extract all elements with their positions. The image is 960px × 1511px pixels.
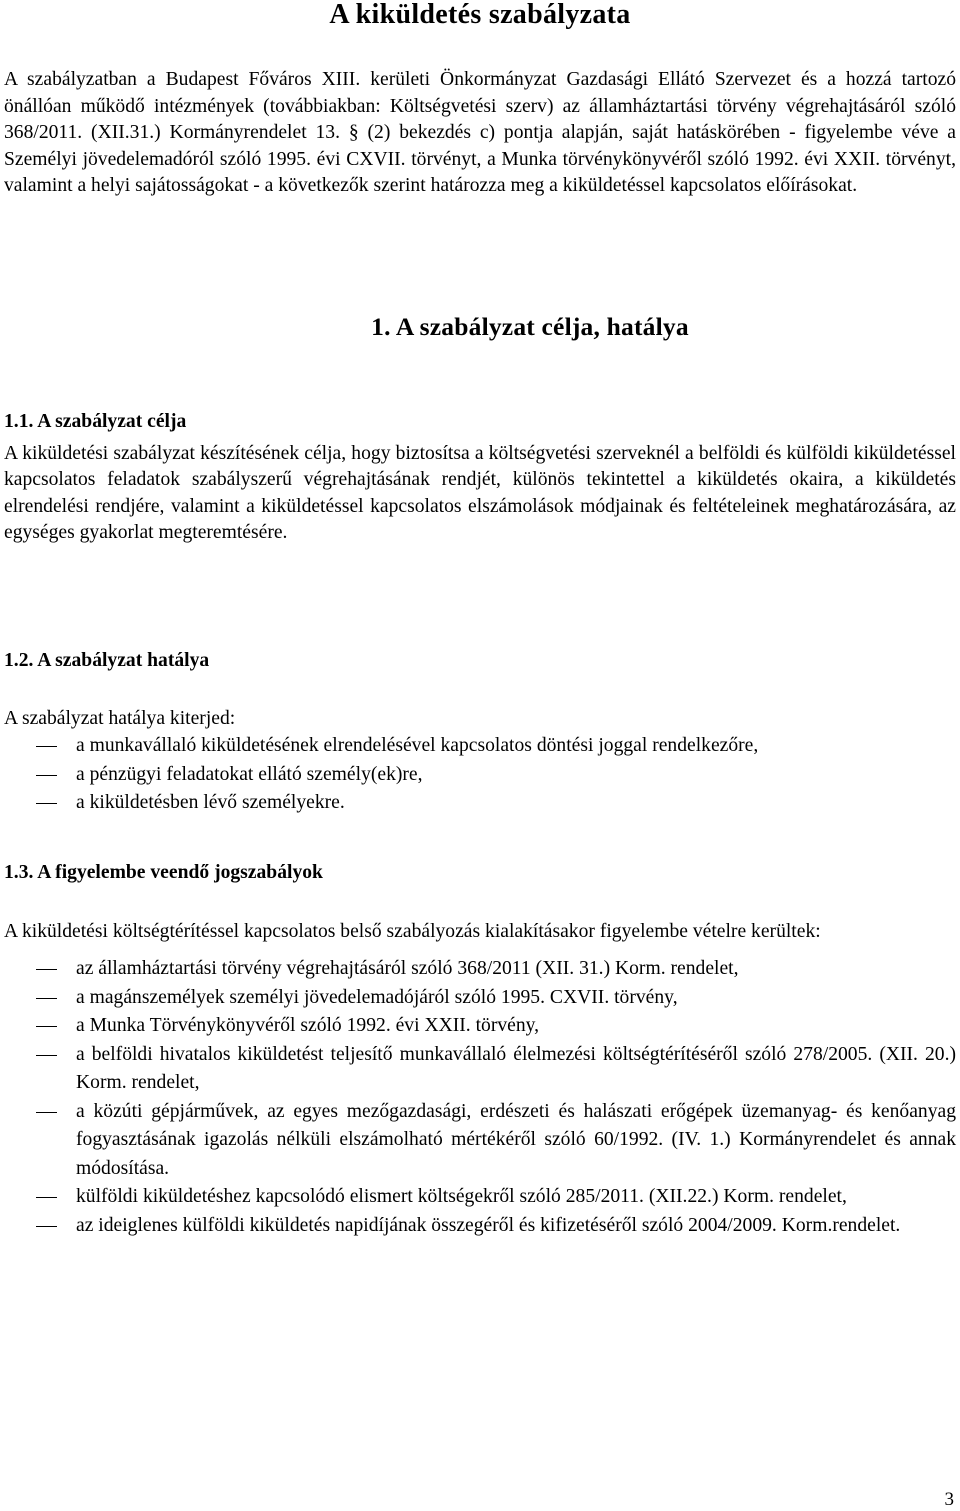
list-item: a Munka Törvénykönyvéről szóló 1992. évi XXII. törvény,: [0, 1012, 956, 1041]
section-1-3-text: A kiküldetési költségtérítéssel kapcsolatos belső szabályozás kialakításakor figyelembe vételre kerültek:: [4, 921, 821, 942]
dash-bullet: [36, 1226, 57, 1227]
list-item: az ideiglenes külföldi kiküldetés napidíjának összegéről és kifizetéséről szóló 2004/2009. Korm.rendelet.: [0, 1212, 956, 1241]
list-item: a belföldi hivatalos kiküldetést teljesítő munkavállaló élelmezési költségtérítéséről szóló 278/2005. (XII. 20.) Korm. rendelet,: [0, 1041, 956, 1098]
list-item: a kiküldetésben lévő személyekre.: [0, 789, 956, 818]
list-item: a pénzügyi feladatokat ellátó személy(ek)re,: [0, 761, 956, 790]
list-item: a magánszemélyek személyi jövedelemadójáról szóló 1995. CXVII. törvény,: [0, 984, 956, 1013]
scope-list: [0, 732, 956, 818]
dash-bullet: [36, 775, 57, 776]
list-item: külföldi kiküldetéshez kapcsolódó elismert költségekről szóló 285/2011. (XII.22.) Korm. rendelet,: [0, 1183, 956, 1212]
section-1-1-text: A kiküldetési szabályzat készítésének célja, hogy biztosítsa a költségvetési szerveknél a belföldi és külföldi kiküldetéssel kapcsolatos feladatok szabályszerű végrehajtásának rendjét, különös tekintettel a kiküldetés okaira, a kiküldetés elrendelési rendjére, valamint a kiküldetéssel kapcsolatos elszámolások módjainak és feltételeinek meghatározására, az egységes gyakorlat megteremtésére.: [4, 443, 956, 544]
dash-bullet: [36, 969, 57, 970]
dash-bullet: [36, 1197, 57, 1198]
section-1-3-heading: 1.3. A figyelembe veendő jogszabályok: [4, 862, 323, 883]
dash-bullet: [36, 746, 57, 747]
section-1-2-heading: 1.2. A szabályzat hatálya: [4, 650, 210, 671]
dash-bullet: [36, 1026, 57, 1027]
page-number: 3: [944, 1489, 954, 1510]
dash-bullet: [36, 803, 57, 804]
section-1-1-heading: 1.1. A szabályzat célja: [4, 411, 187, 432]
list-item: az államháztartási törvény végrehajtásáról szóló 368/2011 (XII. 31.) Korm. rendelet,: [0, 955, 956, 984]
section-1-2-lead: A szabályzat hatálya kiterjed:: [4, 708, 236, 729]
intro-paragraph: A szabályzatban a Budapest Főváros XIII. kerületi Önkormányzat Gazdasági Ellátó Szervezet és a hozzá tartozó önállóan működő intézmények (továbbiakban: Költségvetési szerv) az államháztartási törvény végrehajtásáról szóló 368/2011. (XII.31.) Kormányrendelet 13. § (2) bekezdés c) pontja alapján, saját hatáskörében - figyelembe véve a Személyi jövedelemadóról szóló 1995. évi CXVII. törvényt, a Munka törvénykönyvéről szóló 1992. évi XXII. törvényt, valamint a helyi sajátosságokat - a következők szerint határozza meg a kiküldetéssel kapcsolatos előírásokat.: [4, 69, 956, 196]
document-title: A kiküldetés szabályzata: [329, 0, 631, 30]
list-item: a közúti gépjárművek, az egyes mezőgazdasági, erdészeti és halászati erőgépek üzemanyag- és kenőanyag fogyasztásának igazolás nélküli elszámolható mértékéről szóló 60/1992. (IV. 1.) Kormányrendelet és annak módosítása.: [0, 1098, 956, 1184]
list-item: a munkavállaló kiküldetésének elrendelésével kapcsolatos döntési joggal rendelkezőre,: [0, 732, 956, 761]
section-1-heading: 1. A szabályzat célja, hatálya: [371, 312, 689, 341]
legislation-list: [0, 955, 956, 1240]
dash-bullet: [36, 1112, 57, 1113]
dash-bullet: [36, 998, 57, 999]
dash-bullet: [36, 1055, 57, 1056]
